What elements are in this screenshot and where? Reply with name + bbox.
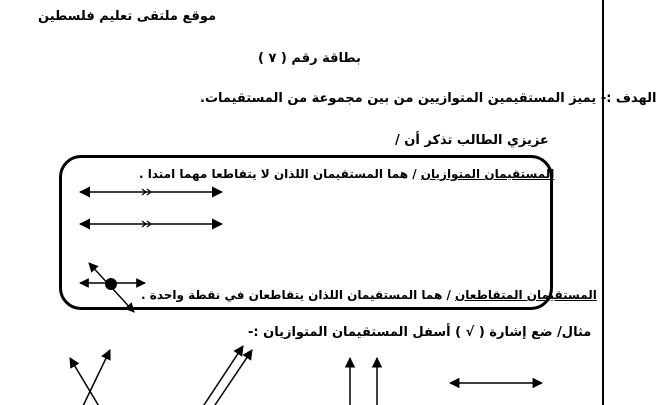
- intersecting-text: / هما المستقيمان اللذان يتقاطعان في نقطة واحدة .: [141, 288, 451, 302]
- example-label: مثال/: [557, 325, 592, 340]
- site-name: موقع ملتقى تعليم فلسطين: [38, 9, 217, 24]
- intersection-point-icon: [105, 278, 117, 290]
- example-slant-line-1: [202, 346, 243, 405]
- card-title: بطاقة رقم ( ٧ ): [258, 51, 361, 66]
- example-x-line-2: [82, 350, 110, 405]
- parallel-lines-figure: [80, 189, 222, 227]
- intersecting-lines-figure: [80, 263, 145, 312]
- example-text: ضع إشارة ( √ ) أسفل المستقيمان المتوازيان :-: [248, 325, 553, 340]
- example-slant-line-2: [213, 350, 252, 405]
- intersecting-term: المستقيمان المتقاطعان: [455, 288, 597, 302]
- goal-label: الهدف :-: [600, 91, 656, 106]
- parallel-term: المستقيمان المتوازيان: [420, 167, 555, 181]
- reminder-line: عزيزي الطالب تذكر أن /: [395, 133, 549, 148]
- parallel-text: / هما المستقيمان اللذان لا يتقاطعا مهما امتدا .: [139, 167, 417, 181]
- goal-text: يميز المستقيمين المتوازيين من بين مجموعة من المستقيمات.: [200, 91, 597, 106]
- example-figures: [70, 346, 542, 405]
